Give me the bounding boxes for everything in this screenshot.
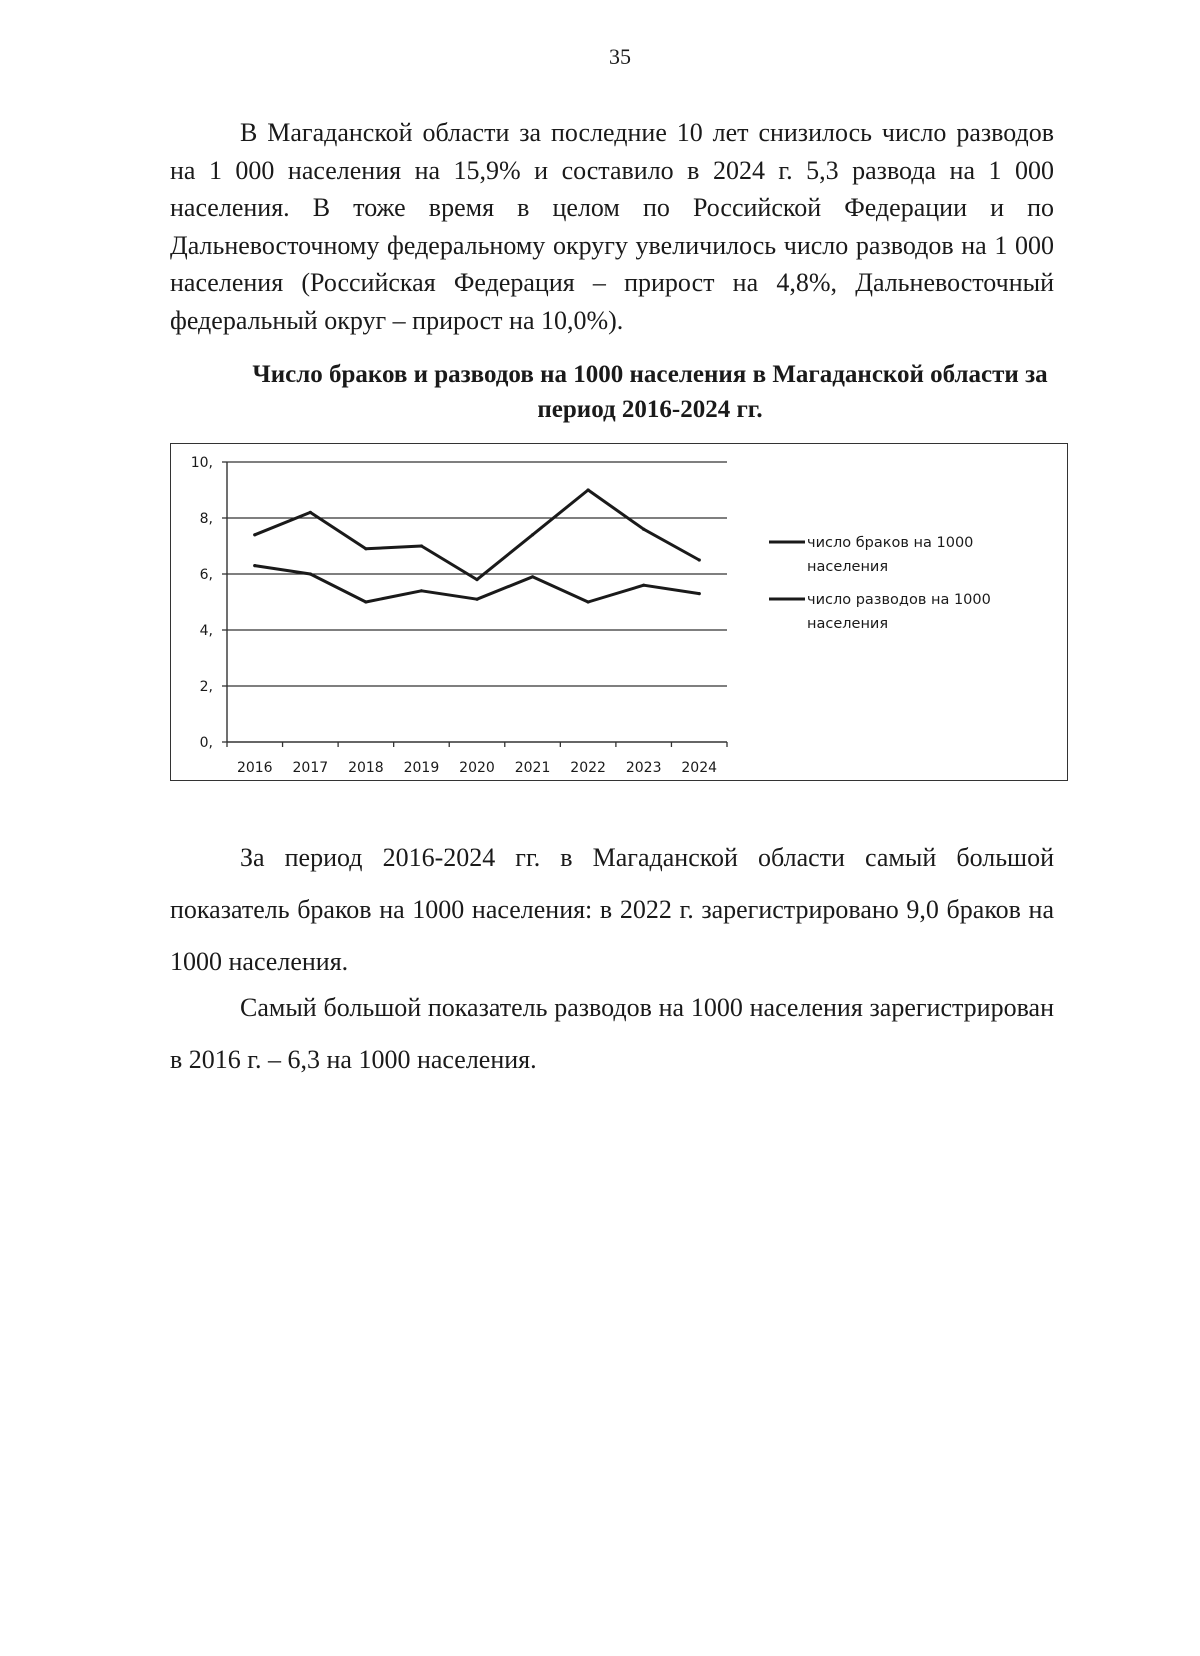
data-point [420, 544, 423, 547]
data-point [364, 547, 367, 550]
y-tick-label: 8, [199, 511, 213, 527]
paragraph-divorce-trend: В Магаданской области за последние 10 лет снизилось число разводов на 1 000 населения на 15,9% и составило в 2024 г. 5,3 развода на 1 000 населения. В тоже время в целом по Российской Федерации и по Дальневосточному федеральному округу увеличилось число разводов на 1 000 населения (Российская Федерация – прирост на 4,8%, Дальневосточный федеральный округ – прирост на 10,0%). [170, 118, 1054, 335]
data-point [531, 533, 534, 536]
legend-label-1: число браков на 1000 [807, 535, 974, 551]
data-point [587, 488, 590, 491]
data-point [587, 600, 590, 603]
data-point [475, 598, 478, 601]
y-tick-label: 0, [199, 735, 213, 751]
data-point [309, 572, 312, 575]
paragraph-max-divorces: Самый большой показатель разводов на 1000 населения зарегистрирован в 2016 г. – 6,3 на 1000 населения. [170, 993, 1054, 1074]
data-point [531, 575, 534, 578]
x-tick-label: 2021 [514, 760, 551, 776]
x-tick-label: 2018 [348, 760, 384, 776]
data-point [698, 592, 701, 595]
x-tick-label: 2017 [292, 760, 329, 776]
x-tick-label: 2016 [236, 760, 273, 776]
legend-label-2-cont: населения [807, 616, 889, 632]
y-tick-label: 6, [199, 567, 213, 583]
x-tick-label: 2020 [459, 760, 495, 776]
paragraph-max-marriages: За период 2016-2024 гг. в Магаданской области самый большой показатель браков на 1000 населения: в 2022 г. зарегистрировано 9,0 браков на 1000 населения. [170, 843, 1054, 976]
series-line-1 [255, 490, 699, 580]
data-point [253, 533, 256, 536]
page-number: 35 [609, 44, 631, 69]
series-line-2 [255, 566, 699, 602]
y-tick-label: 10, [190, 455, 213, 471]
x-tick-label: 2019 [403, 760, 440, 776]
legend-label-2: число разводов на 1000 [807, 592, 991, 608]
data-point [475, 578, 478, 581]
data-point [642, 584, 645, 587]
data-point [253, 564, 256, 567]
data-point [364, 600, 367, 603]
x-tick-label: 2023 [625, 760, 662, 776]
data-point [420, 589, 423, 592]
y-tick-label: 2, [199, 679, 213, 695]
data-point [642, 528, 645, 531]
marriage-divorce-line-chart [171, 444, 1067, 780]
legend-label-1-cont: населения [807, 559, 889, 575]
y-tick-label: 4, [199, 623, 213, 639]
x-tick-label: 2024 [681, 760, 718, 776]
data-point [698, 558, 701, 561]
chart-title: Число браков и разводов на 1000 населения в Магаданской области за период 2016-2024 гг. [252, 361, 1048, 423]
chart-frame [170, 443, 1068, 781]
x-tick-label: 2022 [570, 760, 606, 776]
data-point [309, 511, 312, 514]
